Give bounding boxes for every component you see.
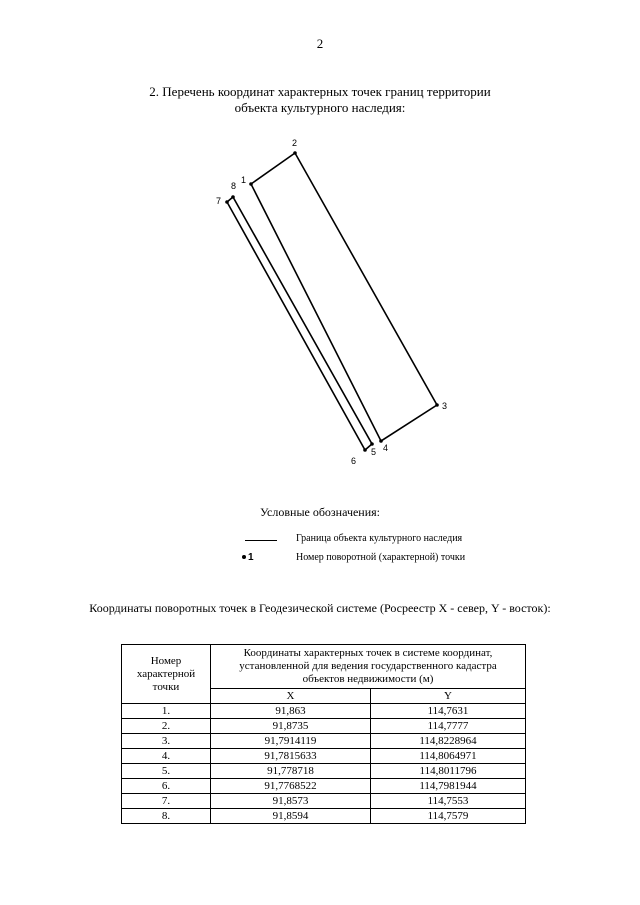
cell-y: 114,8064971 (371, 749, 526, 764)
legend-point-label: Номер поворотной (характерной) точки (296, 552, 466, 563)
cell-point-number: 3. (122, 734, 211, 749)
cell-x: 91,8735 (211, 719, 371, 734)
cell-x: 91,863 (211, 704, 371, 719)
header-col-x: X (211, 689, 371, 704)
cell-x: 91,7768522 (211, 779, 371, 794)
point-label-6: 6 (351, 456, 357, 466)
page-number: 2 (316, 36, 324, 51)
cell-x: 91,778718 (211, 764, 371, 779)
table-row (122, 794, 526, 809)
strip-boundary-polygon (227, 197, 372, 450)
cell-y: 114,7553 (371, 794, 526, 809)
cell-y: 114,7579 (371, 809, 526, 824)
point-marker-3 (435, 403, 439, 407)
cell-point-number: 8. (122, 809, 211, 824)
section-title-line-1: 2. Перечень координат характерных точек границ территории (149, 84, 491, 99)
point-marker-7 (225, 200, 229, 204)
table-caption: Координаты поворотных точек в Геодезической системе (Росреестр X - север, Y - восток): (89, 601, 551, 615)
cell-y: 114,7777 (371, 719, 526, 734)
cell-y: 114,8011796 (371, 764, 526, 779)
point-marker-1 (249, 182, 253, 186)
cell-point-number: 7. (122, 794, 211, 809)
point-marker-8 (231, 195, 235, 199)
legend-point-swatch (242, 552, 254, 563)
cell-point-number: 2. (122, 719, 211, 734)
point-marker-6 (363, 448, 367, 452)
boundary-diagram (0, 130, 640, 480)
table-body (122, 704, 526, 824)
cell-x: 91,8594 (211, 809, 371, 824)
cell-point-number: 1. (122, 704, 211, 719)
section-title (0, 84, 640, 116)
cell-y: 114,7981944 (371, 779, 526, 794)
cell-point-number: 4. (122, 749, 211, 764)
main-boundary-polygon (251, 153, 437, 441)
point-label-2: 2 (292, 138, 298, 148)
point-label-1: 1 (241, 175, 247, 185)
table-row (122, 779, 526, 794)
cell-x: 91,8573 (211, 794, 371, 809)
coordinates-table (121, 644, 526, 824)
table-row (122, 749, 526, 764)
legend-line-label: Граница объекта культурного наследия (296, 533, 463, 544)
point-label-5: 5 (371, 447, 377, 457)
cell-point-number: 6. (122, 779, 211, 794)
cell-point-number: 5. (122, 764, 211, 779)
legend-point-number: 1 (248, 552, 254, 563)
header-coordinates: Координаты характерных точек в системе координат, установленной для ведения государственного кадастра объектов недвижимости (м) (211, 645, 526, 689)
cell-y: 114,8228964 (371, 734, 526, 749)
cell-x: 91,7815633 (211, 749, 371, 764)
point-label-3: 3 (442, 401, 448, 411)
table-row (122, 719, 526, 734)
legend-point-dot-icon (242, 555, 246, 559)
header-point-number: Номер характерной точки (122, 645, 211, 704)
table-row (122, 764, 526, 779)
cell-x: 91,7914119 (211, 734, 371, 749)
table-row (122, 704, 526, 719)
point-label-7: 7 (216, 196, 222, 206)
section-title-line-2: объекта культурного наследия: (234, 100, 406, 115)
legend-line-swatch (245, 540, 277, 541)
point-label-4: 4 (383, 443, 389, 453)
header-col-y: Y (371, 689, 526, 704)
point-marker-5 (370, 442, 374, 446)
table-row (122, 809, 526, 824)
point-label-8: 8 (231, 181, 237, 191)
table-row (122, 734, 526, 749)
cell-y: 114,7631 (371, 704, 526, 719)
point-marker-2 (293, 151, 297, 155)
legend-title: Условные обозначения: (259, 505, 381, 519)
